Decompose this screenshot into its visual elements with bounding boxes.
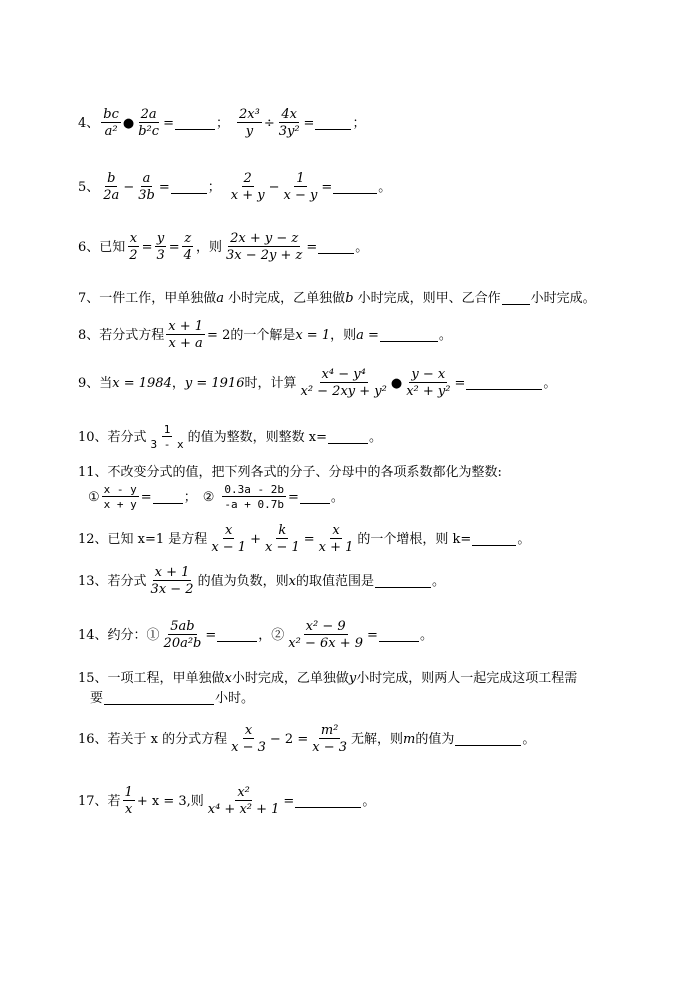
answer-blank[interactable] [472,533,516,546]
answer-blank[interactable] [375,575,431,588]
q4-label: 4、 [78,115,100,131]
question-14: 14、约分：① $\frac{5ab}{\text{20a²b}}$ = ，② $\frac{\text{x² − 9}}{\text{x² − 6x + 9}}$ = 。 [78,619,433,651]
answer-blank[interactable] [379,629,419,642]
answer-blank[interactable] [315,117,351,130]
question-16: 16、若关于 x 的分式方程 $\frac{x}{x - 3}$ − 2 = $\frac{\text{m²}}{x - 3}$ 无解，则 m 的值为 。 [78,723,536,755]
question-8: 8、若分式方程 $\frac{x + 1}{x + a}$ = 2的一个解是 x = 1 ，则 a = 。 [78,319,452,351]
question-15: 15、一项工程，甲单独做x小时完成，乙单独做y小时完成，则两人一起完成这项工程需 [78,671,578,686]
answer-blank[interactable] [318,241,354,254]
q5-fraction-d: $\frac{1}{x - y}$ [283,171,318,203]
q5-fraction-c: $\frac{2}{x + y}$ [230,171,265,203]
question-7: 7、一件工作，甲单独做a 小时完成，乙单独做b 小时完成，则甲、乙合作 小时完成。 [78,291,596,306]
question-17: 17、若 $\frac{1}{x}$ + x = 3,则 $\frac{\text{x²}}{\text{x⁴ + x² + 1}}$ = 。 [78,785,376,817]
question-13: 13、若分式 $\frac{x + 1}{3x - 2}$ 的值为负数，则 x 的取值范围是 。 [78,565,445,597]
question-4: 4、 $\frac{bc}{\text{a²}}$ ● $\frac{2a}{\text{b²c}}$ = ； $\frac{\text{2x³}}{y}$ ÷ $\frac{4x}{\text{3y²}}$ = ； [78,107,366,139]
q4-fraction-a: $\frac{bc}{\text{a²}}$ [103,107,119,139]
answer-blank[interactable] [466,377,542,390]
answer-blank[interactable] [455,733,521,746]
q4-fraction-b: $\frac{2a}{\text{b²c}}$ [138,107,160,139]
question-10: 10、若分式 $\frac{1}{3 - x}$ 的值为整数，则整数 x= 。 [78,423,383,451]
q4-fraction-d: $\frac{4x}{\text{3y²}}$ [278,107,300,139]
question-9: 9、当 x = 1984 ， y = 1916 时，计算 $\frac{\text{x⁴ − y⁴}}{\text{x² − 2xy + y²}}$ ● $\frac{y - x}{\text{x² + y²}}$ = 。 [78,367,557,399]
answer-blank[interactable] [300,491,330,504]
answer-blank[interactable] [333,181,377,194]
answer-blank[interactable] [153,491,183,504]
answer-blank[interactable] [502,292,530,305]
question-15-line2: 要 小时。 [90,691,255,706]
question-11: 11、不改变分式的值，把下列各式的分子、分母中的各项系数都化为整数: [78,465,502,480]
answer-blank[interactable] [171,181,207,194]
q5-fraction-a: $\frac{b}{2a}$ [103,171,120,203]
q5-fraction-b: $\frac{a}{3b}$ [138,171,155,203]
q4-dot: ● [122,115,135,131]
answer-blank[interactable] [380,329,438,342]
answer-blank[interactable] [295,795,361,808]
question-12: 12、已知 x=1 是方程 $\frac{x}{x - 1}$ + $\frac{k}{x - 1}$ = $\frac{x}{x + 1}$ 的一个增根，则 k= 。 [78,523,531,555]
answer-blank[interactable] [175,117,215,130]
q4-fraction-c: $\frac{\text{2x³}}{y}$ [238,107,260,139]
question-6: 6、已知 $\frac{x}{2}$ = $\frac{y}{3}$ = $\frac{z}{4}$ ，则 $\frac{2x + y - z}{3x - 2y + z}$ = 。 [78,231,369,263]
answer-blank[interactable] [328,431,368,444]
answer-blank[interactable] [217,629,257,642]
question-5: 5、 $\frac{b}{2a}$ − $\frac{a}{3b}$ = ； $\frac{2}{x + y}$ − $\frac{1}{x - y}$ = 。 [78,171,392,203]
question-11-parts: ① $\frac{x - y}{x + y}$ = ； ② $\frac{0.3a - 2b}{-a + 0.7b}$ = 。 [88,483,344,511]
answer-blank[interactable] [104,692,214,705]
